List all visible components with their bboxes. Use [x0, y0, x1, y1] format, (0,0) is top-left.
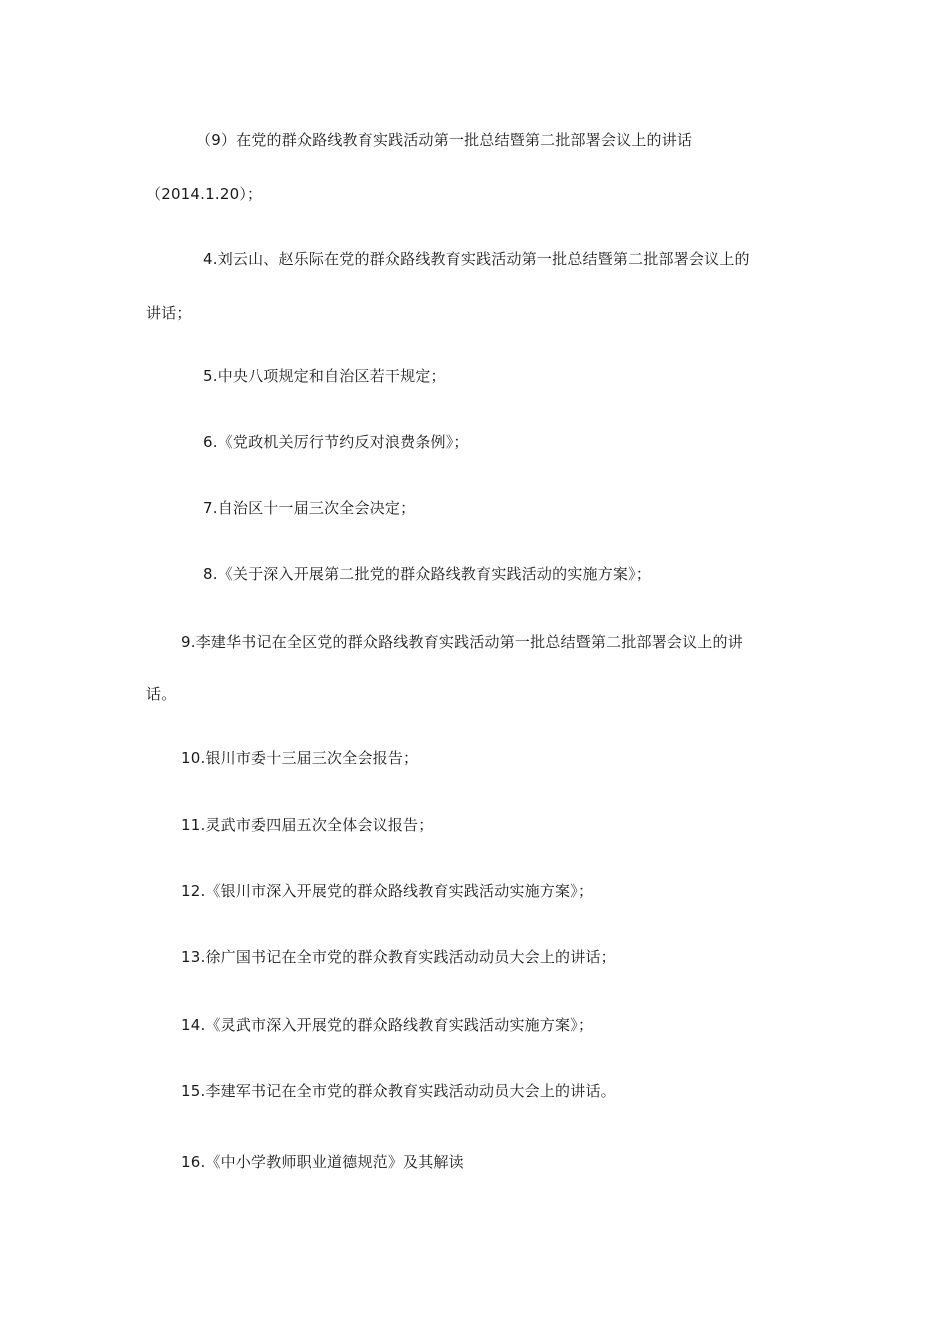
- item-9-line-2: 话。: [146, 685, 177, 703]
- item-5: 5.中央八项规定和自治区若干规定；: [203, 367, 446, 385]
- item-15: 15.李建军书记在全市党的群众教育实践活动动员大会上的讲话。: [181, 1082, 616, 1100]
- item-9-sub-line-1: （9）在党的群众路线教育实践活动第一批总结暨第二批部署会议上的讲话: [196, 131, 693, 149]
- item-7: 7.自治区十一届三次全会决定；: [203, 499, 416, 517]
- item-8: 8.《关于深入开展第二批党的群众路线教育实践活动的实施方案》；: [203, 565, 652, 583]
- item-4-line-2: 讲话；: [146, 304, 192, 322]
- item-4-line-1: 4.刘云山、赵乐际在党的群众路线教育实践活动第一批总结暨第二批部署会议上的: [203, 250, 750, 268]
- item-11: 11.灵武市委四届五次全体会议报告；: [181, 816, 434, 834]
- item-12: 12.《银川市深入开展党的群众路线教育实践活动实施方案》；: [181, 882, 594, 900]
- item-14: 14.《灵武市深入开展党的群众路线教育实践活动实施方案》；: [181, 1016, 594, 1034]
- item-9-sub-line-2: （2014.1.20）；: [146, 185, 263, 203]
- item-6: 6.《党政机关厉行节约反对浪费条例》；: [203, 433, 469, 451]
- item-13: 13.徐广国书记在全市党的群众教育实践活动动员大会上的讲话；: [181, 948, 616, 966]
- item-10: 10.银川市委十三届三次全会报告；: [181, 749, 419, 767]
- item-9-line-1: 9.李建华书记在全区党的群众路线教育实践活动第一批总结暨第二批部署会议上的讲: [181, 633, 743, 651]
- item-16: 16.《中小学教师职业道德规范》及其解读: [181, 1153, 464, 1171]
